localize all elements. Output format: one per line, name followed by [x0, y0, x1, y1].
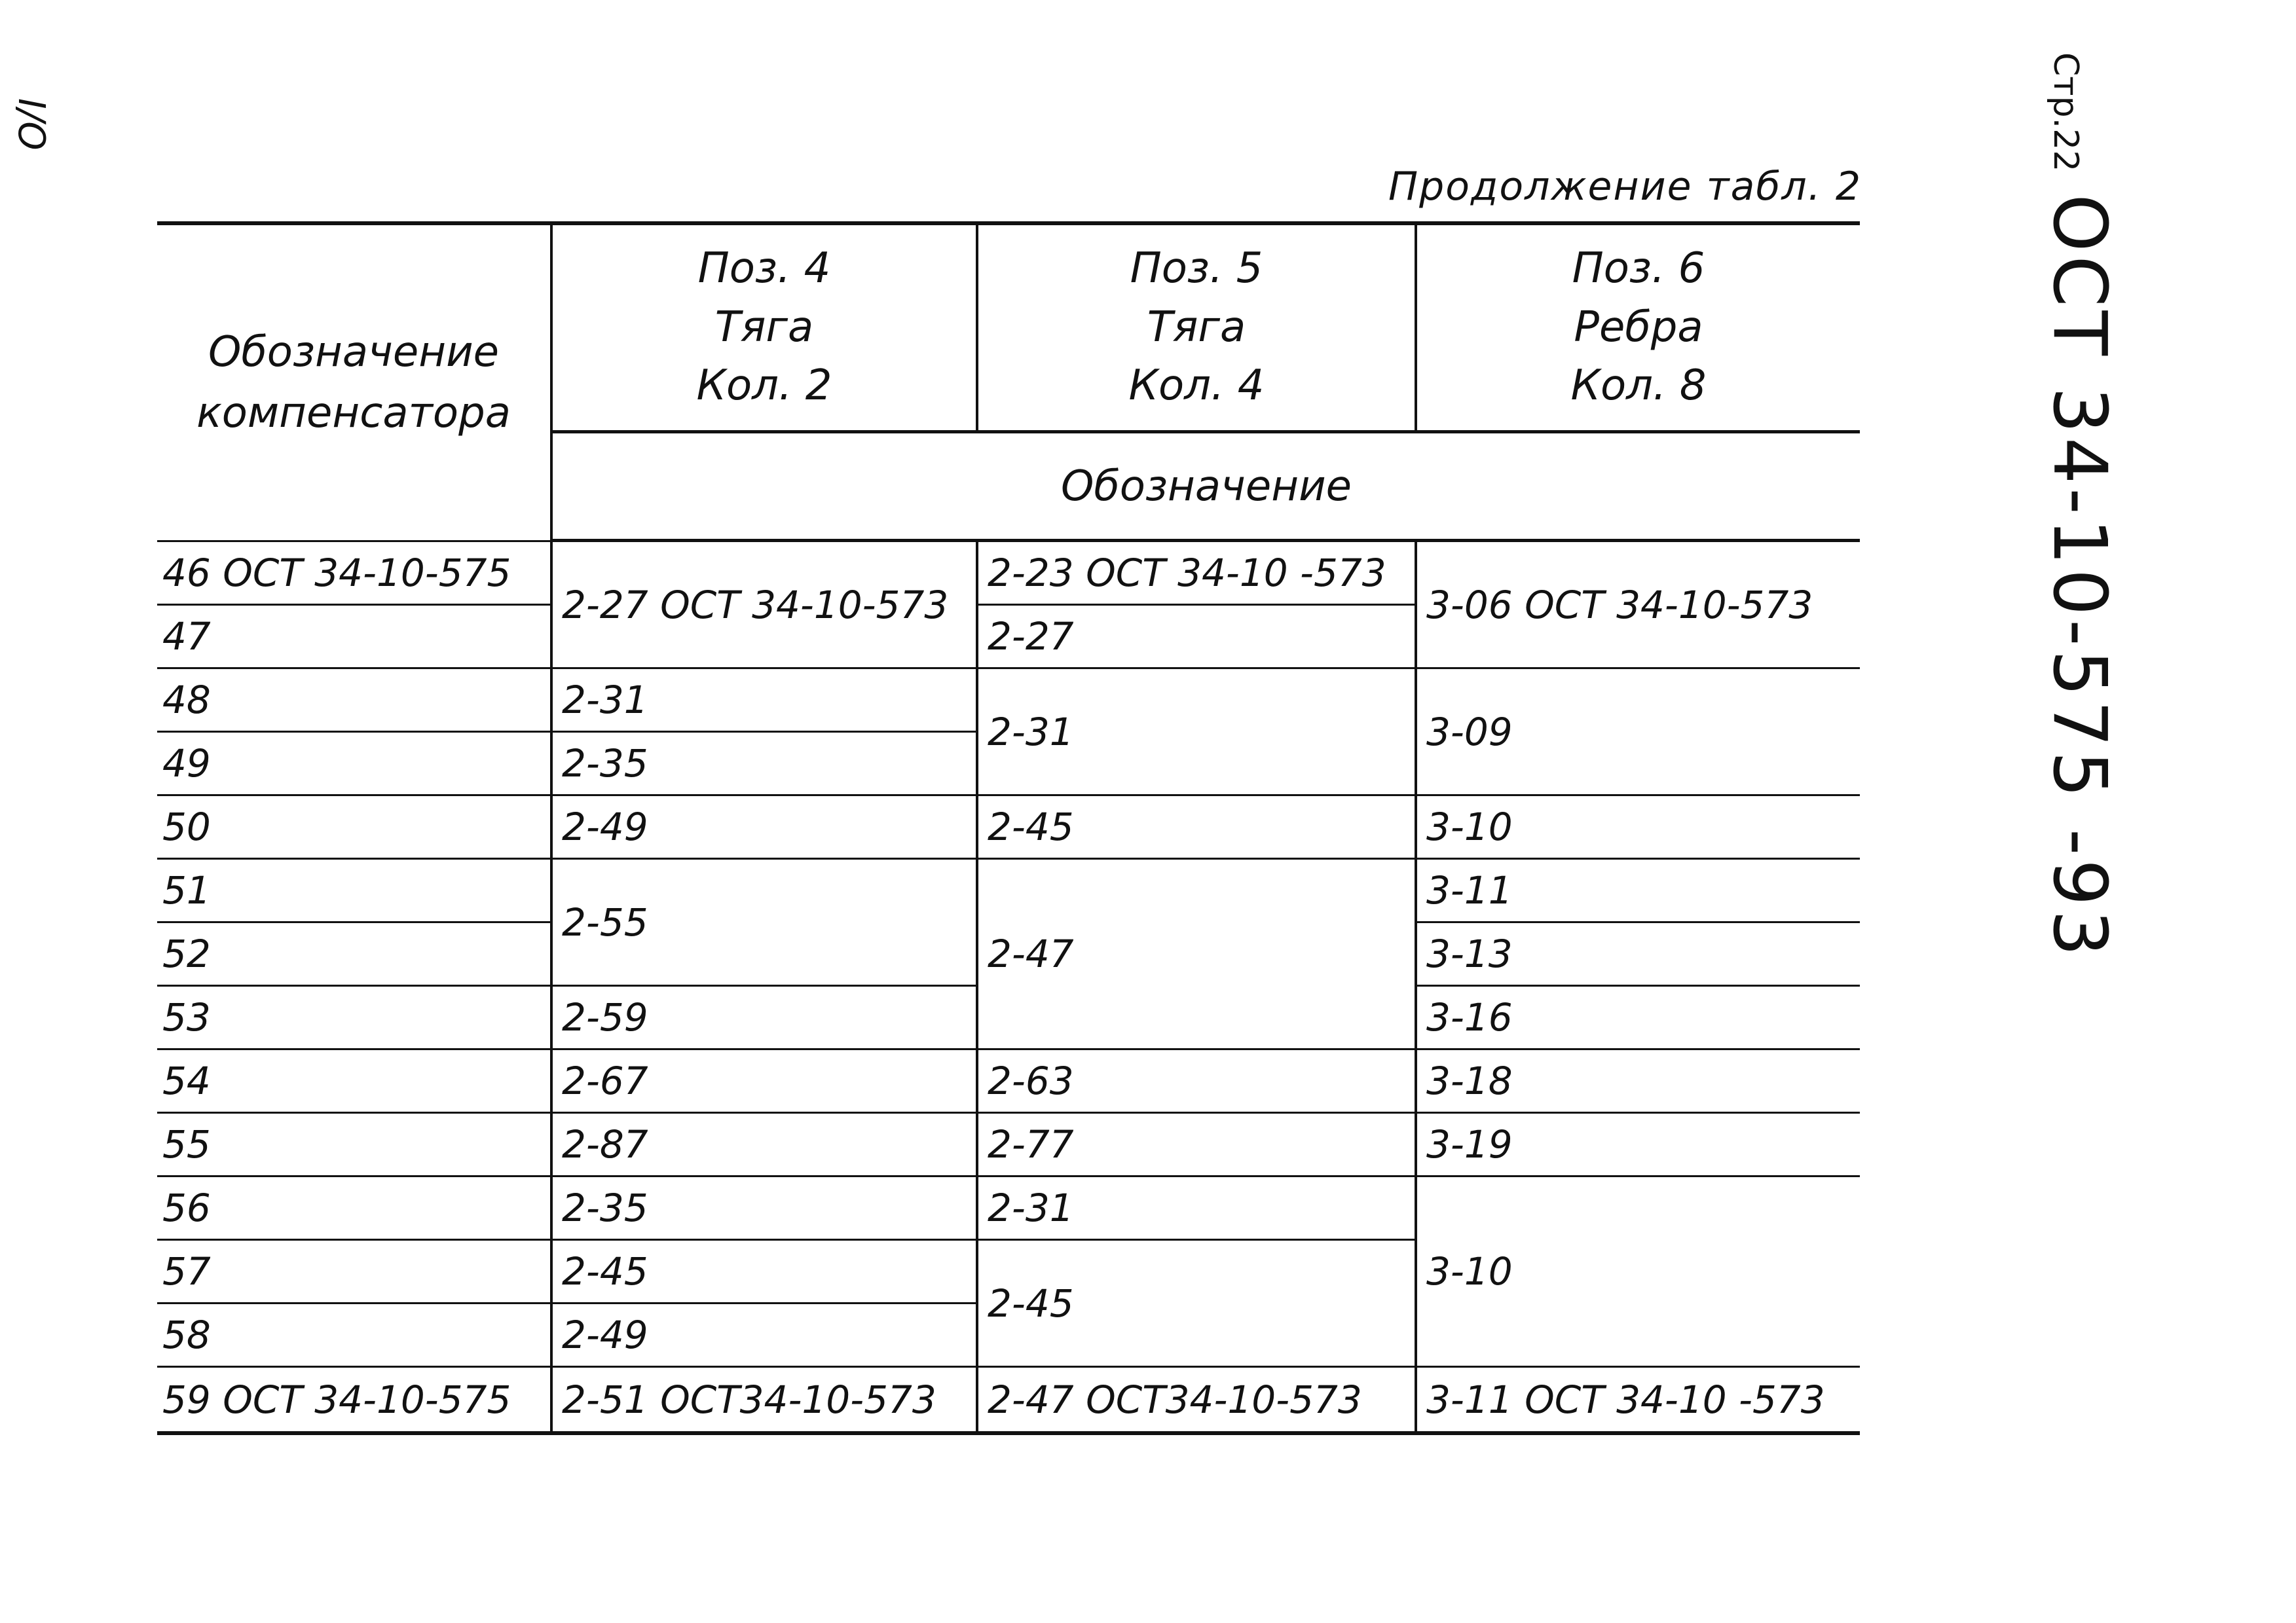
table-cell: 2-35 — [550, 733, 976, 796]
table-cell: 52 — [157, 923, 550, 987]
table-cell: 2-47 ОСТ34-10-573 — [976, 1368, 1415, 1431]
table-cell: 48 — [157, 669, 550, 733]
header-pos5 — [976, 225, 1415, 433]
table-cell: 56 — [157, 1177, 550, 1241]
header-pos4 — [550, 225, 976, 433]
table-cell: 2-49 — [550, 1304, 976, 1368]
table-cell: 2-59 — [550, 987, 976, 1050]
header-pos5-pos: Поз. 5 — [1130, 244, 1263, 293]
header-pos6 — [1415, 225, 1860, 433]
table-cell: 57 — [157, 1241, 550, 1304]
table-cell: 3-06 ОСТ 34-10-573 — [1415, 542, 1860, 669]
table-cell: 59 ОСТ 34-10-575 — [162, 1377, 511, 1422]
header-designation-span: Обозначение — [550, 433, 1860, 542]
table-cell: 2-49 — [550, 796, 976, 860]
table-cell: 3-11 ОСТ 34-10 -573 — [1415, 1368, 1860, 1431]
designation-table — [157, 221, 1860, 1435]
table-cell: 2-47 — [976, 860, 1415, 1050]
table-cell: 2-23 ОСТ 34-10 -573 — [976, 542, 1415, 606]
table-cell: 2-67 — [550, 1050, 976, 1114]
page-label: Стр.22 — [2046, 52, 2085, 172]
table-cell: 54 — [157, 1050, 550, 1114]
table-cell: 3-19 — [1415, 1114, 1860, 1177]
header-designation-line1: Обозначение — [208, 327, 500, 376]
table-cell: 2-87 — [550, 1114, 976, 1177]
table-cell: 2-77 — [976, 1114, 1415, 1177]
header-pos5-name: Тяга — [1147, 302, 1246, 352]
table-cell: 3-18 — [1415, 1050, 1860, 1114]
header-pos6-qty: Кол. 8 — [1570, 361, 1707, 410]
table-cell: 2-31 — [550, 669, 976, 733]
header-designation-compensator — [157, 225, 550, 542]
table-cell: 51 — [157, 860, 550, 923]
table-cell: 58 — [157, 1304, 550, 1368]
header-pos5-qty: Кол. 4 — [1128, 361, 1265, 410]
table-cell: 49 — [157, 733, 550, 796]
table-cell: 2-31 — [976, 669, 1415, 796]
corner-mark: I/O — [10, 98, 52, 151]
document-code: ОСТ 34-10-575 -93 — [2037, 194, 2122, 960]
header-pos4-qty: Кол. 2 — [696, 361, 832, 410]
header-pos6-pos: Поз. 6 — [1572, 244, 1705, 293]
table-cell: 3-16 — [1415, 987, 1860, 1050]
table-cell: 2-45 — [550, 1241, 976, 1304]
table-cell: 3-09 — [1415, 669, 1860, 796]
header-pos4-pos: Поз. 4 — [697, 244, 831, 293]
table-cell: 2-27 — [976, 606, 1415, 669]
table-cell: 55 — [157, 1114, 550, 1177]
table-cell: 2-31 — [976, 1177, 1415, 1241]
table-cell: 2-45 — [976, 1241, 1415, 1368]
table-cell: 50 — [157, 796, 550, 860]
document-title-vertical — [2037, 52, 2122, 960]
table-cell: 3-10 — [1415, 1177, 1860, 1368]
table-cell: 47 — [157, 606, 550, 669]
header-pos4-name: Тяга — [714, 302, 814, 352]
table-caption: Продолжение табл. 2 — [1388, 164, 1862, 210]
table-cell: 2-35 — [550, 1177, 976, 1241]
table-cell: 2-45 — [976, 796, 1415, 860]
table-cell: 2-27 ОСТ 34-10-573 — [550, 542, 976, 669]
table-cell: 2-51 ОСТ34-10-573 — [550, 1368, 976, 1431]
table-cell: 3-13 — [1415, 923, 1860, 987]
table-cell: 3-11 — [1415, 860, 1860, 923]
table-cell: 3-10 — [1415, 796, 1860, 860]
table-cell: 2-55 — [550, 860, 976, 987]
header-pos6-name: Ребра — [1574, 302, 1703, 352]
table-cell: 46 ОСТ 34-10-575 — [157, 542, 550, 606]
header-designation-line2: компенсатора — [196, 388, 511, 437]
table-cell: 53 — [157, 987, 550, 1050]
table-cell: 2-63 — [976, 1050, 1415, 1114]
